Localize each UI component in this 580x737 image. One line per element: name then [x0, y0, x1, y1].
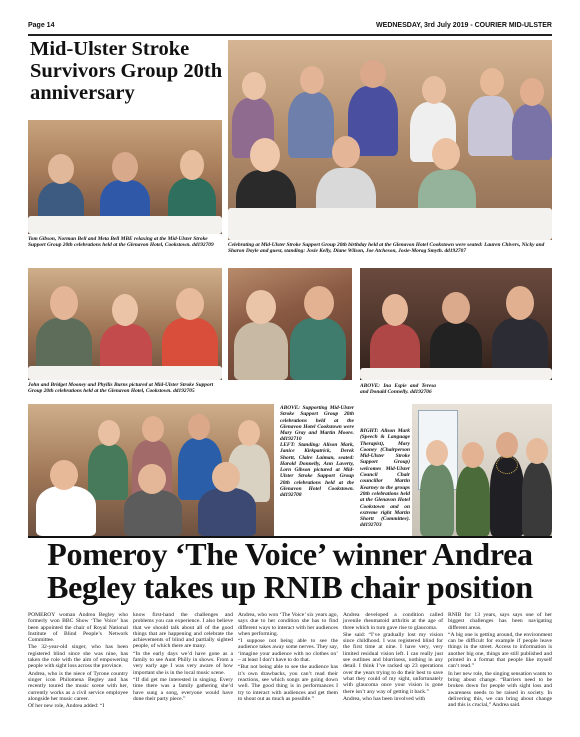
paragraph: RNIB for 13 years, says says one of her biggest challenges has been navigating different areas.: [448, 612, 552, 631]
paragraph: POMEROY woman Andrea Begley who formerly won BBC Show ‘The Voice’ has been appointed the chair of Royal National Institute of Blind People’s Network Committee.: [28, 612, 128, 644]
paragraph: Of her new role, Andrea added: “I: [28, 703, 105, 710]
caption-1: Tom Gibson, Norman Bell and Meta Bell MBE relaxing at the Mid-Ulster Stroke Support Group 20th celebrations held at the Glenavon Hotel, Cookstown. dd192709: [28, 236, 214, 249]
paragraph: “In the early days we’d have gone as a family to see Aunt Philly in shows. From a very early age I was very aware of how important she is in the local music scene.: [133, 650, 233, 676]
paragraph: Andrea, who won ‘The Voice’ six years ago, says due to her condition she has to find different ways to interact with her audiences when performing.: [238, 612, 338, 637]
photo-6: [28, 404, 274, 536]
photo-4: [228, 268, 352, 380]
caption-left: LEFT: Standing: Alison Mark, Janice Kirkpatrick, Derek Shortt, Claire Laiman, seated: Harold Donnelly, Ann Laverty, Lorn Gibson pictured at Mid-Ulster Stroke Support Group 20th celebrations held at the Glenavon Hotel Cookstown. dd192708: [280, 442, 354, 499]
paragraph: Andrea, who has been involved with: [343, 695, 426, 702]
caption-above: ABOVE: Supporting Mid-Ulster Stroke Support Group 20th celebrations held at the Glenavon Hotel Cookstown were Mary Gray and Martin Moore. dd192710: [280, 405, 354, 443]
caption-3: John and Bridget Mooney and Phyllis Burns pictured at Mid-Ulster Stroke Support Group 20th celebrations held at the Glenavon Hotel, Cookstown. dd192705: [28, 382, 214, 395]
paragraph: She said: “I’ve gradually lost my vision since childhood. I was registered blind for the first time at nine. I have very, very limited residual vision left. I can really just see outlines and blurriness, nothing in any detail. I think I’ve racked up 23 operations over the years trying to do their best to save what they could of my sight, unfortunately with glaucoma once your vision is gone there isn’t any way of getting it back.”: [343, 631, 443, 695]
story-column-1: [28, 612, 128, 710]
story-column-3: [238, 612, 338, 703]
caption-above-2: ABOVE: Ina Espie and Teresa and Donald Connelly. dd192706: [360, 383, 436, 396]
paragraph: The 32-year-old singer, who has been registered blind since she was nine, has taken the role with the aim of empowering people with sight loss across the province.: [28, 644, 128, 670]
paragraph: Andrea, who is the niece of Tyrone country singer icon Philomena Begley and has recently toured the music scene with her, currently works as a civil service employee alongside her music career.: [28, 670, 128, 702]
paragraph: “But not being able to see the audience has it’s own drawbacks, you can’t read their reactions, see which songs are going down well. The good thing is in performances I try to interact with audiences and get them to shout out as much as possible.”: [238, 664, 338, 702]
photo-5: [360, 268, 552, 380]
header-rule: [28, 34, 552, 36]
photo-7: [412, 404, 552, 536]
caption-2: Celebrating at Mid-Ulster Stroke Support Group 20th birthday held at the Glenavon Hotel Cookstown were seated: Lauren Chivers, Nicky and Sharon Doyle and guest, standing: Josie Kelly, Diane Wilson, Joe Atcheson, Josie-Morag Smyth. dd192707: [228, 242, 545, 255]
main-headline: Pomeroy ‘The Voice’ winner Andrea Begley takes up RNIB chair position: [47, 536, 533, 605]
story-column-4: [343, 612, 443, 703]
paragraph: In her new role, the singing sensation wants to bring about change. “Barriers need to be broken down for people with sight loss and awareness needs to be raised in society. In delivering this, we can bring about change and this is crucial,” Andrea said.: [448, 670, 552, 709]
photo-1: [28, 120, 222, 234]
photo-2: [228, 40, 552, 240]
story-column-2: [133, 612, 233, 703]
story-column-5: [448, 612, 552, 709]
paragraph: “If did get me interested in singing. Every time there was a family gathering she’d have sung a song, everyone would have done their party piece.”: [133, 676, 233, 702]
caption-right: RIGHT: Alison Mark (Speech & Language Therapist), Mary Cooney (Chairperson Mid-Ulster Stroke Support Group) welcomes Mid-Ulster Council Chair councillor Martin Kearney to the groups 20th celebrations held at the Glenavon Hotel Cookstown and on extreme right Martin Shortt (Committee). dd192703: [360, 428, 410, 529]
page-number: Page 14: [28, 22, 55, 29]
paragraph: Andrea developed a condition called juvenile rheumatoid arthritis at the age of three which in turn gave rise to glaucoma.: [343, 612, 443, 631]
paragraph: know first-hand the challenges and problems you can experience. I also believe that we should talk about all of the good things that are happening and celebrate the achievements of blind and partially sighted people, of which there are many.: [133, 612, 233, 650]
photo-3: [28, 268, 222, 380]
paragraph: “I suppose not being able to see the audience takes away some nerves. They say, ‘imagine your audience with no clothes on’ – at least I don’t have to do that.: [238, 638, 338, 664]
paragraph: “A big one is getting around, the environment can be difficult for example if people leave things in the street. Access to information is another big one, things are still published and printed in a format that people like myself can’t read.”: [448, 631, 552, 670]
dateline: WEDNESDAY, 3rd July 2019 - COURIER MID-ULSTER: [376, 22, 552, 29]
top-headline: Mid-Ulster Stroke Survivors Group 20th anniversary: [30, 38, 223, 104]
page-header: [28, 22, 552, 34]
